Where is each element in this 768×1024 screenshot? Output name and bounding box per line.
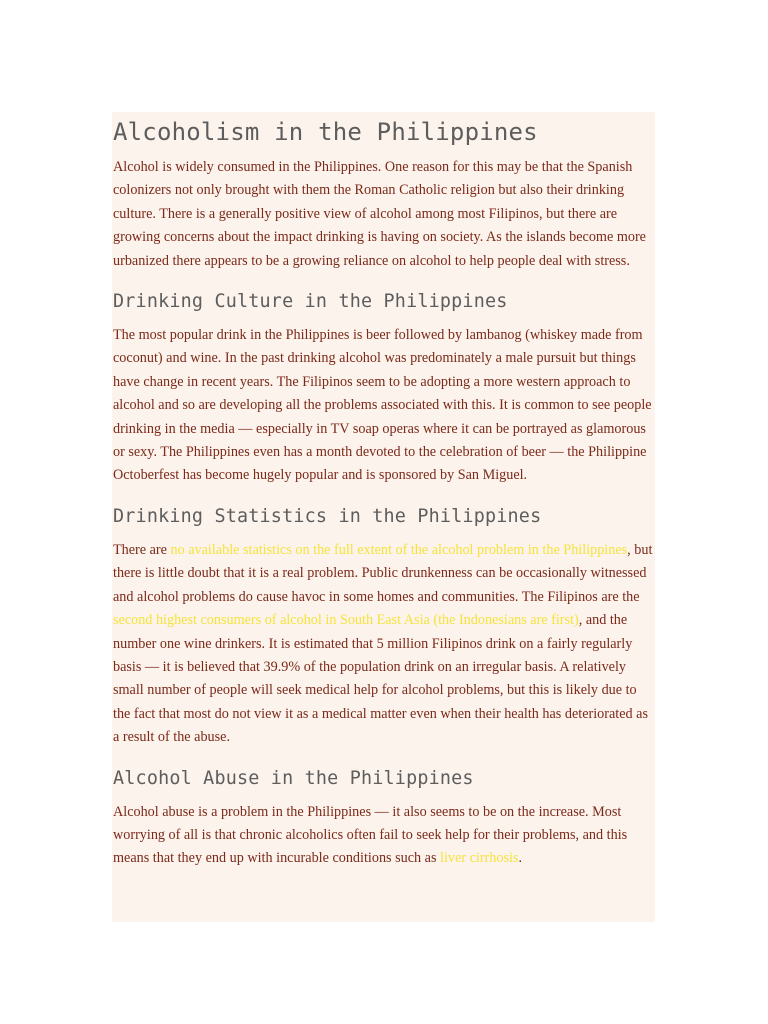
abuse-text-2: . bbox=[518, 850, 522, 867]
second-highest-consumers-link[interactable]: second highest consumers of alcohol in South East Asia (the Indonesians are first) bbox=[113, 612, 579, 629]
statistics-text-1: There are bbox=[113, 541, 171, 558]
liver-cirrhosis-link[interactable]: liver cirrhosis bbox=[440, 850, 519, 867]
no-available-statistics-link[interactable]: no available statistics on the full extent of the alcohol problem in the Philippines bbox=[170, 541, 628, 558]
article bbox=[112, 112, 655, 922]
statistics-text-3: , and the number one wine drinkers. It is estimated that 5 million Filipinos drink on a fairly regularly basis — it is believed that 39.9% of the population drink on an irregular basis. A relatively small number of people will seek medical help for alcohol problems, but this is likely due to the fact that most do not view it as a medical matter even when their health has deteriorated as a result of the abuse. bbox=[113, 612, 648, 746]
drinking-statistics-heading: Drinking Statistics in the Philippines bbox=[113, 505, 542, 527]
alcohol-abuse-heading: Alcohol Abuse in the Philippines bbox=[113, 767, 474, 789]
drinking-statistics-paragraph bbox=[113, 539, 655, 750]
page-title: Alcoholism in the Philippines bbox=[113, 118, 538, 146]
intro-paragraph: Alcohol is widely consumed in the Philippines. One reason for this may be that the Spanish colonizers not only brought with them the Roman Catholic religion but also their drinking culture. There is a generally positive view of alcohol among most Filipinos, but there are growing concerns about the impact drinking is having on society. As the islands become more urbanized there appears to be a growing reliance on alcohol to help people deal with stress. bbox=[113, 159, 646, 269]
statistics-text-2: , but there is little doubt that it is a real problem. Public drunkenness can be occasionally witnessed and alcohol problems do cause havoc in some homes and communities. The Filipinos are the bbox=[113, 541, 653, 605]
drinking-culture-heading: Drinking Culture in the Philippines bbox=[113, 291, 508, 313]
abuse-text-1: Alcohol abuse is a problem in the Philippines — it also seems to be on the increase. Most worrying of all is that chronic alcoholics often fail to seek help for their problems, and this means that they end up with incurable conditions such as bbox=[113, 803, 628, 867]
alcohol-abuse-paragraph bbox=[113, 801, 655, 871]
drinking-culture-paragraph: The most popular drink in the Philippines is beer followed by lambanog (whiskey made from coconut) and wine. In the past drinking alcohol was predominately a male pursuit but things have change in recent years. The Filipinos seem to be adopting a more western approach to alcohol and so are developing all the problems associated with this. It is common to see people drinking in the media — especially in TV soap operas where it can be portrayed as glamorous or sexy. The Philippines even has a month devoted to the celebration of beer — the Philippine Octoberfest has become hugely popular and is sponsored by San Miguel. bbox=[113, 327, 652, 484]
